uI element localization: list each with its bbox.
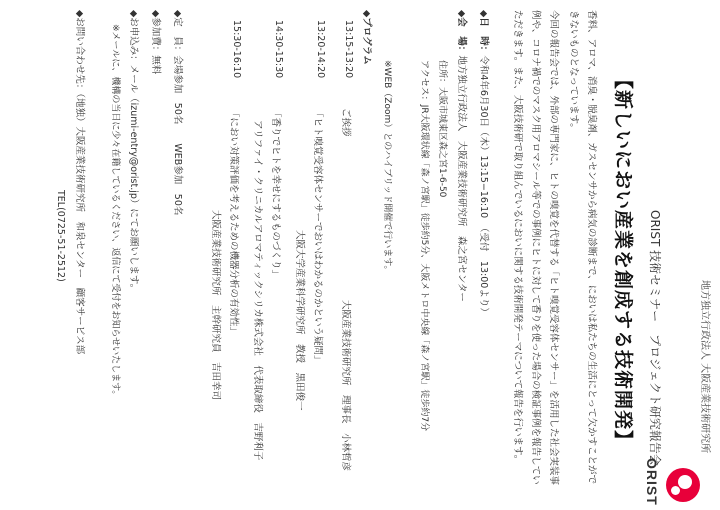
fee-row: ◆参加費：無料 [150,10,161,75]
apply-note: ※メールに、機構の当日に少々在籍しているください、返信にて受付をお知らせいたします。 [110,24,120,400]
venue-address: 住所：大阪市城東区森之宮1-6-50 [437,60,447,198]
seminar-series: ORIST 技術セミナー プロジェクト研究報告会 [648,210,662,466]
intro-paragraph-2: 今回の報告会では、外部の専門家に、ヒトの嗅覚を代替する「ヒト嗅覚受容体センサー」を活用した社会実装事例や、コロナ禍でのマスク用アロマシール等での事例にヒトに対して香りを使った場合の検証事例を報告していただきます。また、大阪技術研で取り組んでいるにおいに関する技術開発テーマについて報告を行います。 [512,10,559,486]
capacity-row: ◆定 員：会場参加 50名 WEB参加 50名 [172,10,183,216]
program-title-2: 「ヒト嗅覚受容体センサーでおいはわかるのかという疑問」 [312,108,323,365]
logo-text: ORIST [644,458,660,506]
page-title: 【新しいにおい産業を創成する技術開発】 [612,70,634,451]
contact-tel: TEL(0725-51-2512) [55,190,66,282]
program-label: ◆プログラム [361,10,372,65]
intro-paragraph: 香料、アロマ、消臭・脱臭剤、ガスセンサから病気の診断まで、においは私たちの生活にとって欠かすことができないものとなっています。 [568,10,597,485]
program-title-4: 「におい対策評価を考えるための機器分析の有効性」 [228,108,239,337]
apply-row: ◆お申込み：メール（izumi-entry@orist.jp）にてお願いします。 [128,10,139,294]
program-title-3: 「香りでヒトを幸せにするものづくり」 [270,108,281,280]
program-title-1: ご挨拶 [340,108,351,137]
date-row [478,10,492,317]
program-speaker-2: 大阪大学産業科学研究所 教授 黒田俊一 [294,230,305,411]
date-value: 令和4年6月30日（木）13:15−16:10 （受付 13:00より） [478,55,489,317]
program-time-2: 13:20-14:20 [315,20,326,79]
contact-row: ◆お問い合わせ先：（地独）大阪産業技術研究所 和泉センター 顧客サービス部 [74,10,85,355]
venue-access: アクセス：JR大阪環状線「森ノ宮駅」徒歩約5分、大阪メトロ中央線「森ノ宮駅」徒歩約7分 [419,60,429,432]
program-time-4: 15:30-16:10 [231,20,242,79]
program-speaker-1: 大阪産業技術研究所 理事長 小林哲彦 [340,300,351,472]
program-time-1: 13:15-13:20 [343,20,354,79]
program-speaker-3: アリファイ・クリニカルアロマティックシリカ株式会社 代表取締役 吉野利子 [252,120,263,461]
venue-value: 地方独立行政法人 大阪産業技術研究所 森之宮センター [456,55,467,302]
venue-note: ※WEB（Zoom）とのハイブリッド開催で行います。 [382,60,392,275]
orist-logo-icon [666,468,700,502]
program-time-3: 14:30-15:30 [273,20,284,79]
venue-label: ◆会 場： [456,10,467,56]
venue-row [456,10,470,302]
program-speaker-4: 大阪産業技術研究所 主幹研究員 吉田幸司 [210,210,221,401]
date-label: ◆日 時： [478,10,489,56]
organization-name: 地方独立行政法人 大阪産業技術研究所 [699,280,710,454]
